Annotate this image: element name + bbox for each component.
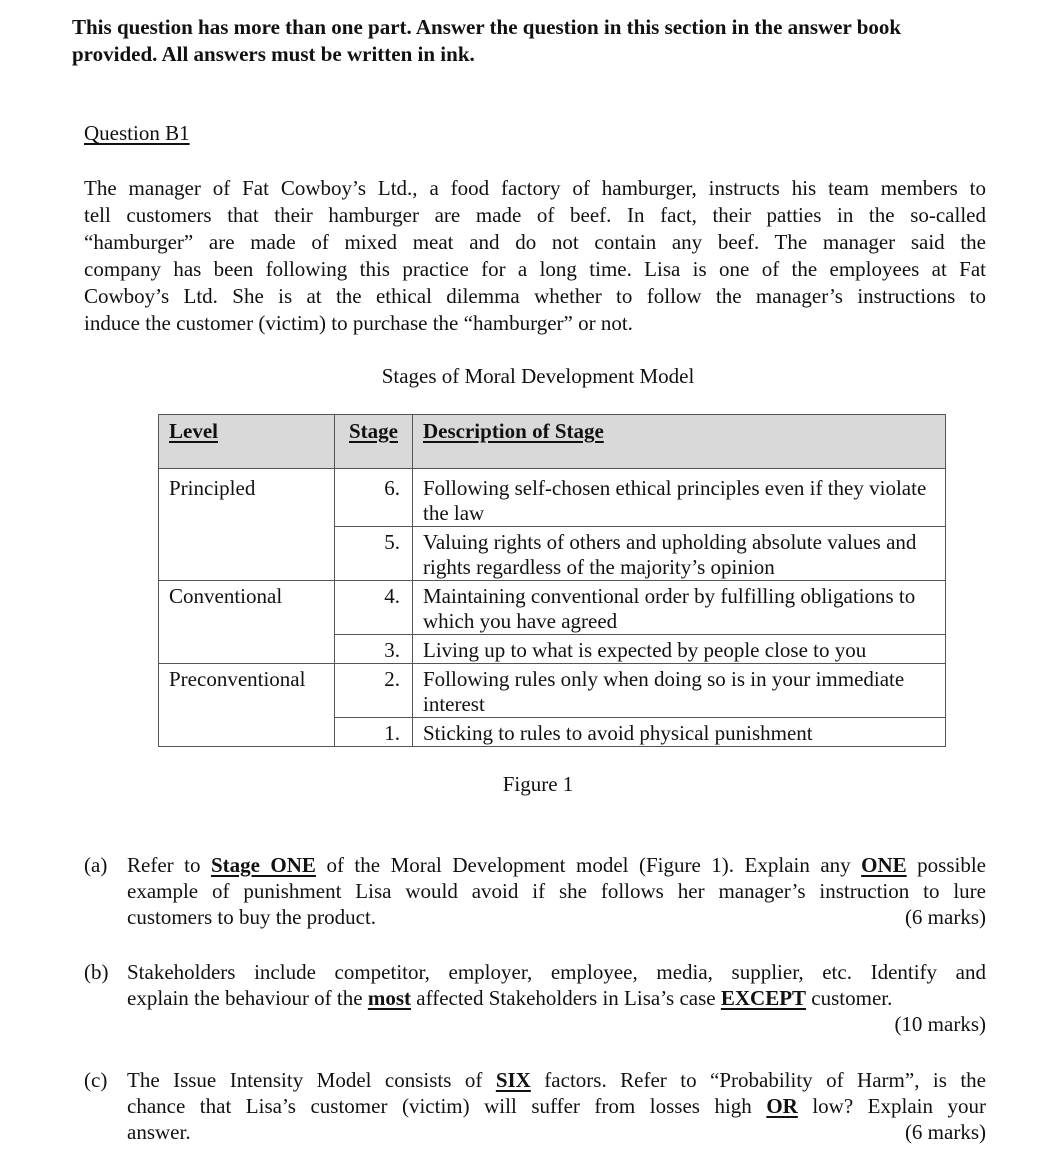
scenario-line-2: tell customers that their hamburger are made of beef. In fact, their patties in the so-called	[84, 203, 986, 227]
description-cell: Sticking to rules to avoid physical punishment	[413, 718, 946, 747]
stage-cell: 1.	[335, 718, 413, 747]
moral-development-table	[158, 414, 946, 747]
description-cell: Following self-chosen ethical principles even if they violate the law	[413, 469, 946, 527]
stage-cell: 2.	[335, 664, 413, 718]
header-description: Description of Stage	[413, 415, 946, 469]
description-cell: Maintaining conventional order by fulfilling obligations to which you have agreed	[413, 581, 946, 635]
scenario-line-3: “hamburger” are made of mixed meat and do not contain any beef. The manager said the	[84, 230, 986, 254]
question-c-marks: (6 marks)	[904, 1120, 986, 1144]
question-b	[84, 959, 986, 1037]
scenario-line-1: The manager of Fat Cowboy’s Ltd., a food factory of hamburger, instructs his team members to	[84, 176, 986, 200]
scenario-line-6: induce the customer (victim) to purchase the “hamburger” or not.	[84, 311, 633, 335]
stage-cell: 5.	[335, 527, 413, 581]
header-level: Level	[159, 415, 335, 469]
table-row	[159, 469, 946, 527]
question-a	[84, 852, 986, 930]
description-cell: Valuing rights of others and upholding absolute values and rights regardless of the majority’s opinion	[413, 527, 946, 581]
question-c	[84, 1067, 986, 1145]
question-c-line-3: answer. (6 marks)	[127, 1120, 986, 1144]
question-a-line-2: example of punishment Lisa would avoid if she follows her manager’s instruction to lure	[127, 879, 986, 903]
scenario-paragraph	[84, 175, 986, 337]
table-row	[159, 664, 946, 718]
model-title: Stages of Moral Development Model	[381, 364, 695, 388]
question-a-marks: (6 marks)	[904, 905, 986, 929]
scenario-line-5: Cowboy’s Ltd. She is at the ethical dilemma whether to follow the manager’s instructions to	[84, 284, 986, 308]
question-b-line-1: Stakeholders include competitor, employer, employee, media, supplier, etc. Identify and	[127, 960, 986, 984]
question-b-label: (b)	[84, 960, 109, 984]
question-title: Question B1	[84, 121, 190, 145]
exam-instructions	[72, 14, 992, 68]
question-c-line-2: chance that Lisa’s customer (victim) will suffer from losses high OR low? Explain your	[127, 1094, 986, 1118]
scenario-line-4: company has been following this practice for a long time. Lisa is one of the employees at Fat	[84, 257, 986, 281]
question-c-label: (c)	[84, 1068, 108, 1092]
level-cell: Preconventional	[159, 664, 335, 747]
table-header-row	[159, 415, 946, 469]
question-a-line-3: customers to buy the product. (6 marks)	[127, 905, 986, 929]
question-b-marks: (10 marks)	[894, 1012, 986, 1036]
level-cell: Conventional	[159, 581, 335, 664]
question-a-line-1: Refer to Stage ONE of the Moral Development model (Figure 1). Explain any ONE possible	[127, 853, 986, 877]
table-row	[159, 581, 946, 635]
stage-cell: 3.	[335, 635, 413, 664]
stage-cell: 6.	[335, 469, 413, 527]
figure-caption: Figure 1	[502, 772, 574, 796]
instructions-line-2: provided. All answers must be written in ink.	[72, 42, 475, 66]
question-b-line-2: explain the behaviour of the most affected Stakeholders in Lisa’s case EXCEPT customer.	[127, 986, 893, 1010]
question-a-label: (a)	[84, 853, 108, 877]
level-cell: Principled	[159, 469, 335, 581]
stage-cell: 4.	[335, 581, 413, 635]
description-cell: Following rules only when doing so is in your immediate interest	[413, 664, 946, 718]
instructions-line-1: This question has more than one part. Answer the question in this section in the answer book	[72, 15, 902, 39]
header-stage: Stage	[335, 415, 413, 469]
question-c-line-1: The Issue Intensity Model consists of SIX factors. Refer to “Probability of Harm”, is the	[127, 1068, 987, 1092]
description-cell: Living up to what is expected by people close to you	[413, 635, 946, 664]
